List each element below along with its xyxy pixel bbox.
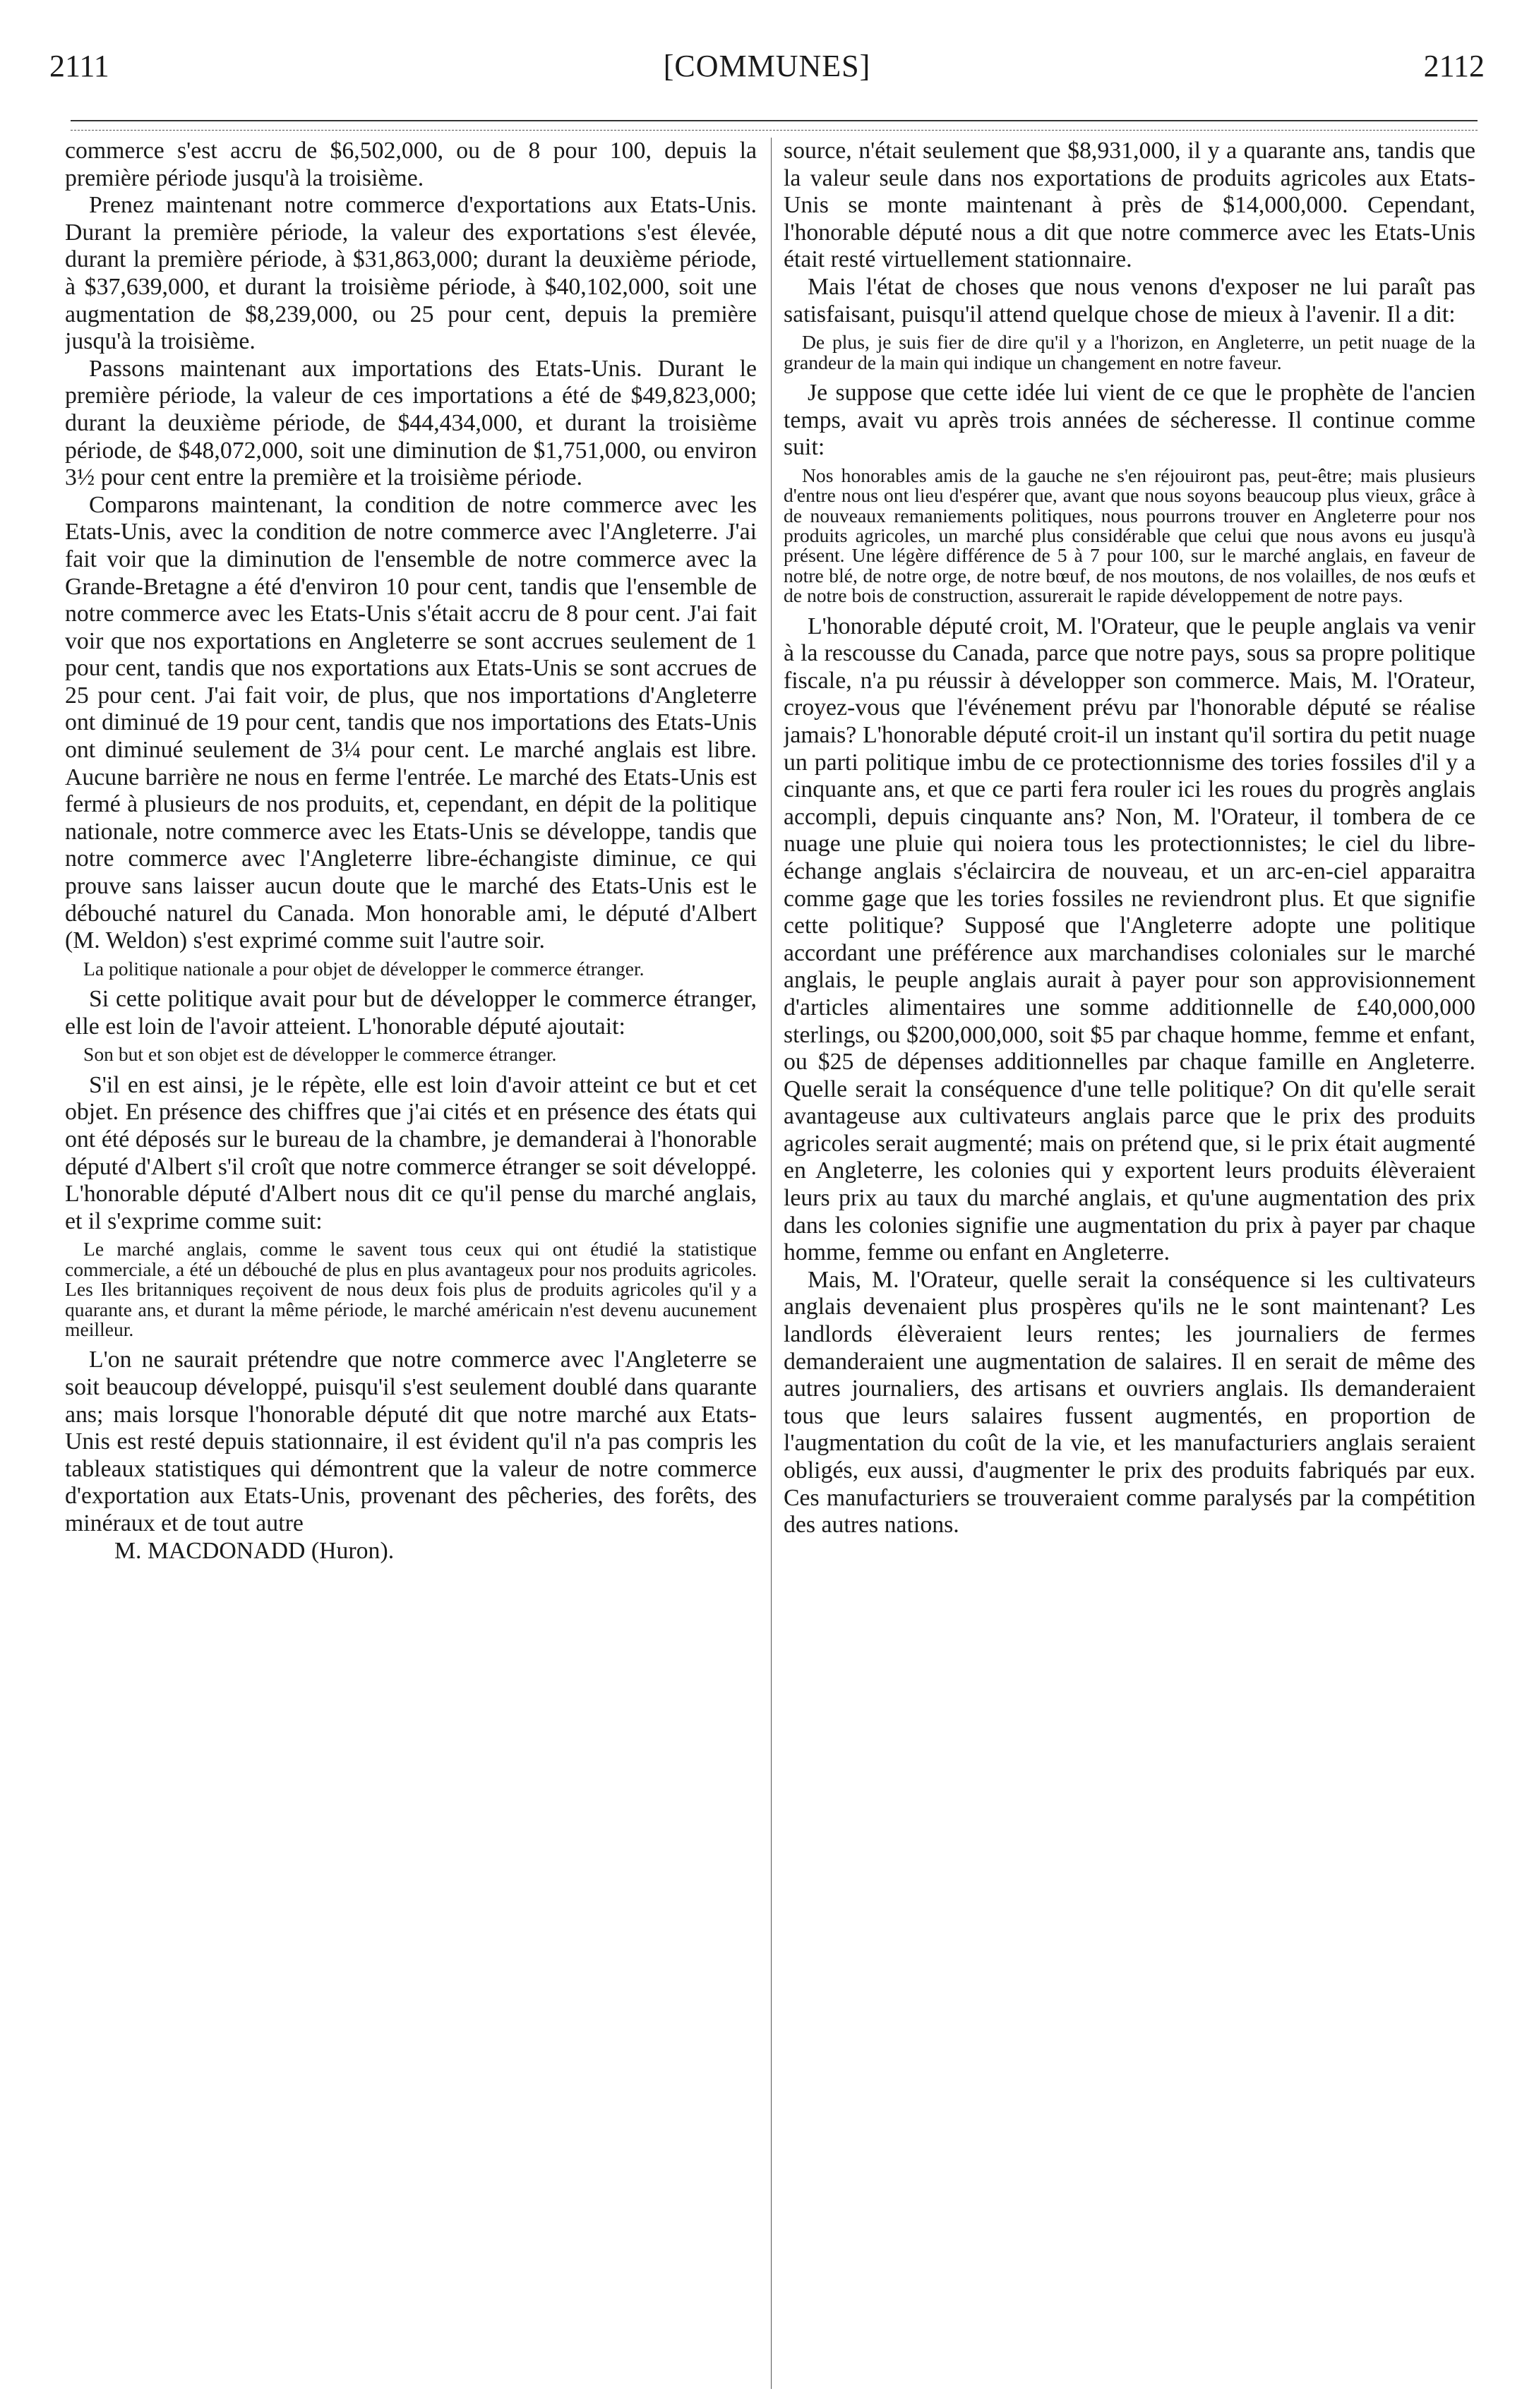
paragraph-2: Prenez maintenant notre commerce d'exportations aux Etats-Unis. Durant la première période, la valeur des exportations s'est élevée, durant la première période, à $31,863,000; durant la deuxième période, à $37,639,000, et durant la troisième période, à $40,102,000, soit une augmentation de $8,239,000, ou 25 pour cent, depuis la première jusqu'à la troisième. <box>65 192 757 355</box>
paragraph-4: Je suppose que cette idée lui vient de ce que le prophète de l'ancien temps, avait vu après trois années de sécheresse. Il continue comme suit: <box>784 379 1475 461</box>
block-quote-5: La politique nationale a pour objet de développer le commerce étranger. <box>83 957 645 980</box>
left-column <box>65 138 757 2389</box>
right-column <box>784 138 1475 2389</box>
column-divider <box>771 138 772 2389</box>
paragraph-1: commerce s'est accru de $6,502,000, ou de 8 pour 100, depuis la première période jusqu'à la troisième. <box>65 138 757 191</box>
page-number-right: 2112 <box>1423 49 1485 83</box>
block-quote-7: Son but et son objet est de développer le commerce étranger. <box>83 1043 557 1066</box>
block-quote-5: Nos honorables amis de la gauche ne s'en réjouiront pas, peut-être; mais plusieurs d'entre nous ont lieu d'espérer que, avant que nous soyons beaucoup plus vieux, grâce à de nouveaux remaniements politiques, nous pourrons trouver en Angleterre pour nos produits agricoles, un marché plus considérable que celui que nous avons eu jusqu'à présent. Une légère différence de 5 à 7 pour 100, sur le marché anglais, en faveur de notre blé, de notre orge, de notre bœuf, de nos moutons, de nos volailles, de nos œufs et de notre bois de construction, assurerait le rapide développement de notre pays. <box>784 464 1475 607</box>
paragraph-6: Si cette politique avait pour but de développer le commerce étranger, elle est loin de l'avoir atteient. L'honorable député ajoutait: <box>65 986 757 1040</box>
paragraph-1: source, n'était seulement que $8,931,000, il y a quarante ans, tandis que la valeur seule dans nos exportations de produits agricoles aux Etats-Unis se monte maintenant à près de $14,000,000. Cependant, l'honorable député nous a dit que notre commerce avec les Etats-Unis était resté virtuellement stationnaire. <box>784 138 1475 273</box>
paragraph-8: S'il en est ainsi, je le répète, elle est loin d'avoir atteint ce but et cet objet. En présence des chiffres que j'ai cités et en présence des états qui ont été déposés sur le bureau de la chambre, je demanderai à l'honorable député d'Albert s'il croît que notre commerce étranger se soit développé. L'honorable député d'Albert nous dit ce qu'il pense du marché anglais, et il s'exprime comme suit: <box>65 1071 757 1234</box>
header-rule <box>71 120 1478 121</box>
paragraph-3: Passons maintenant aux importations des Etats-Unis. Durant le première période, la valeur de ces importations a été de $49,823,000; durant la deuxième période, de $44,434,000, et durant la troisième période, de $48,072,000, soit une diminution de $1,751,000, ou environ 3½ pour cent entre la première et la troisième période. <box>65 355 757 491</box>
speaker-attribution-11: M. MACDONADD (Huron). <box>114 1537 395 1564</box>
header-rule-secondary <box>71 130 1478 131</box>
page-number-left: 2111 <box>49 49 109 83</box>
paragraph-7: Mais, M. l'Orateur, quelle serait la conséquence si les cultivateurs anglais devenaient plus prospères qu'ils ne le sont maintenant? Les landlords élèveraient leurs rentes; les journaliers de fermes demanderaient une augmentation de salaires. Il en serait de même des autres journaliers, des artisans et ouvriers anglais. Ils demanderaient tous que leurs salaires fussent augmentés, en proportion de l'augmentation du coût de la vie, et les manufacturiers anglais seraient obligés, eux aussi, d'augmenter le prix des produits fabriqués par eux. Ces manufacturiers se trouveraient comme paralysés par la compétition des autres nations. <box>784 1266 1475 1539</box>
paragraph-6: L'honorable député croit, M. l'Orateur, que le peuple anglais va venir à la rescousse du Canada, parce que notre pays, sous sa propre politique fiscale, n'a pu réussir à développer son commerce. Mais, M. l'Orateur, croyez-vous que l'événement prévu par l'honorable député se réalise jamais? L'honorable député croit-il un instant qu'il sortira du petit nuage un parti politique imbu de ce protectionnisme des tories fossiles d'il y a cinquante ans, et que ce parti fera rouler ici les roues du progrès anglais accompli, depuis cinquante ans? Non, M. l'Orateur, il tombera de ce nuage une pluie qui noiera tous les protectionnistes; le ciel du libre-échange anglais s'éclaircira de nouveau, et un arc-en-ciel apparaitra comme gage que les tories fossiles ne reviendront plus. Et que signifie cette politique? Supposé que l'Angleterre adopte une politique accordant une préférence aux marchandises coloniales sur le marché anglais, le peuple anglais aurait à payer pour son approvisionnement d'articles alimentaires une somme additionnelle de £40,000,000 sterlings, ou $200,000,000, soit $5 par chaque homme, femme et enfant, ou $25 de dépenses additionnelles par chaque famille en Angleterre. Quelle serait la conséquence d'une telle politique? On dit qu'elle serait avantageuse aux cultivateurs anglais parce que le prix des produits agricoles serait augmenté; mais on prétend que, si le prix était augmenté en Angleterre, les colonies qui y exportent leurs produits élèveraient leurs prix au taux du marché anglais, et qu'une augmentation des prix dans les colonies signifie une augmentation du prix à payer par chaque homme, femme ou enfant en Angleterre. <box>784 613 1475 1266</box>
page-header <box>49 48 1485 97</box>
running-title: [COMMUNES] <box>663 49 871 83</box>
paragraph-10: L'on ne saurait prétendre que notre commerce avec l'Angleterre se soit beaucoup développé, puisqu'il s'est seulement doublé dans quarante ans; mais lorsque l'honorable député dit que notre marché aux Etats-Unis est resté depuis stationnaire, il est évident qu'il n'a pas compris les tableaux statistiques qui démontrent que la valeur de notre commerce d'exportation aux Etats-Unis, provenant des pêcheries, des forêts, des minéraux et de tout autre <box>65 1347 757 1536</box>
block-quote-9: Le marché anglais, comme le savent tous ceux qui ont étudié la statistique commerciale, a été un débouché de plus en plus avantageux pour nos produits agricoles. Les Iles britanniques reçoivent de nous deux fois plus de produits agricoles qu'il y a quarante ans, et durant la même période, le marché américain n'est devenu aucunement meilleur. <box>65 1238 757 1340</box>
paragraph-4: Comparons maintenant, la condition de notre commerce avec les Etats-Unis, avec la condition de notre commerce avec l'Angleterre. J'ai fait voir que la diminution de l'ensemble de notre commerce avec la Grande-Bretagne a été d'environ 10 pour cent, tandis que l'ensemble de notre commerce avec les Etats-Unis s'était accru de 8 pour cent. J'ai fait voir que nos exportations en Angleterre se sont accrues seulement de 1 pour cent, tandis que nos exportations aux Etats-Unis se sont accrues de 25 pour cent. J'ai fait voir, de plus, que nos importations d'Angleterre ont diminué de 19 pour cent, tandis que nos importations des Etats-Unis ont diminué seulement de 3¼ pour cent. Le marché anglais est libre. Aucune barrière ne nous en ferme l'entrée. Le marché des Etats-Unis est fermé à plusieurs de nos produits, et, cependant, en dépit de la politique nationale, notre commerce avec les Etats-Unis se développe, tandis que notre commerce avec l'Angleterre libre-échangiste diminue, ce qui prouve sans laisser aucun doute que le marché des Etats-Unis est le débouché naturel du Canada. Mon honorable ami, le député d'Albert (M. Weldon) s'est exprimé comme suit l'autre soir. <box>65 491 757 954</box>
block-quote-3: De plus, je suis fier de dire qu'il y a l'horizon, en Angleterre, un petit nuage de la grandeur de la main qui indique un changement en notre faveur. <box>784 331 1475 373</box>
paragraph-2: Mais l'état de choses que nous venons d'exposer ne lui paraît pas satisfaisant, puisqu'il attend quelque chose de mieux à l'avenir. Il a dit: <box>784 273 1475 327</box>
